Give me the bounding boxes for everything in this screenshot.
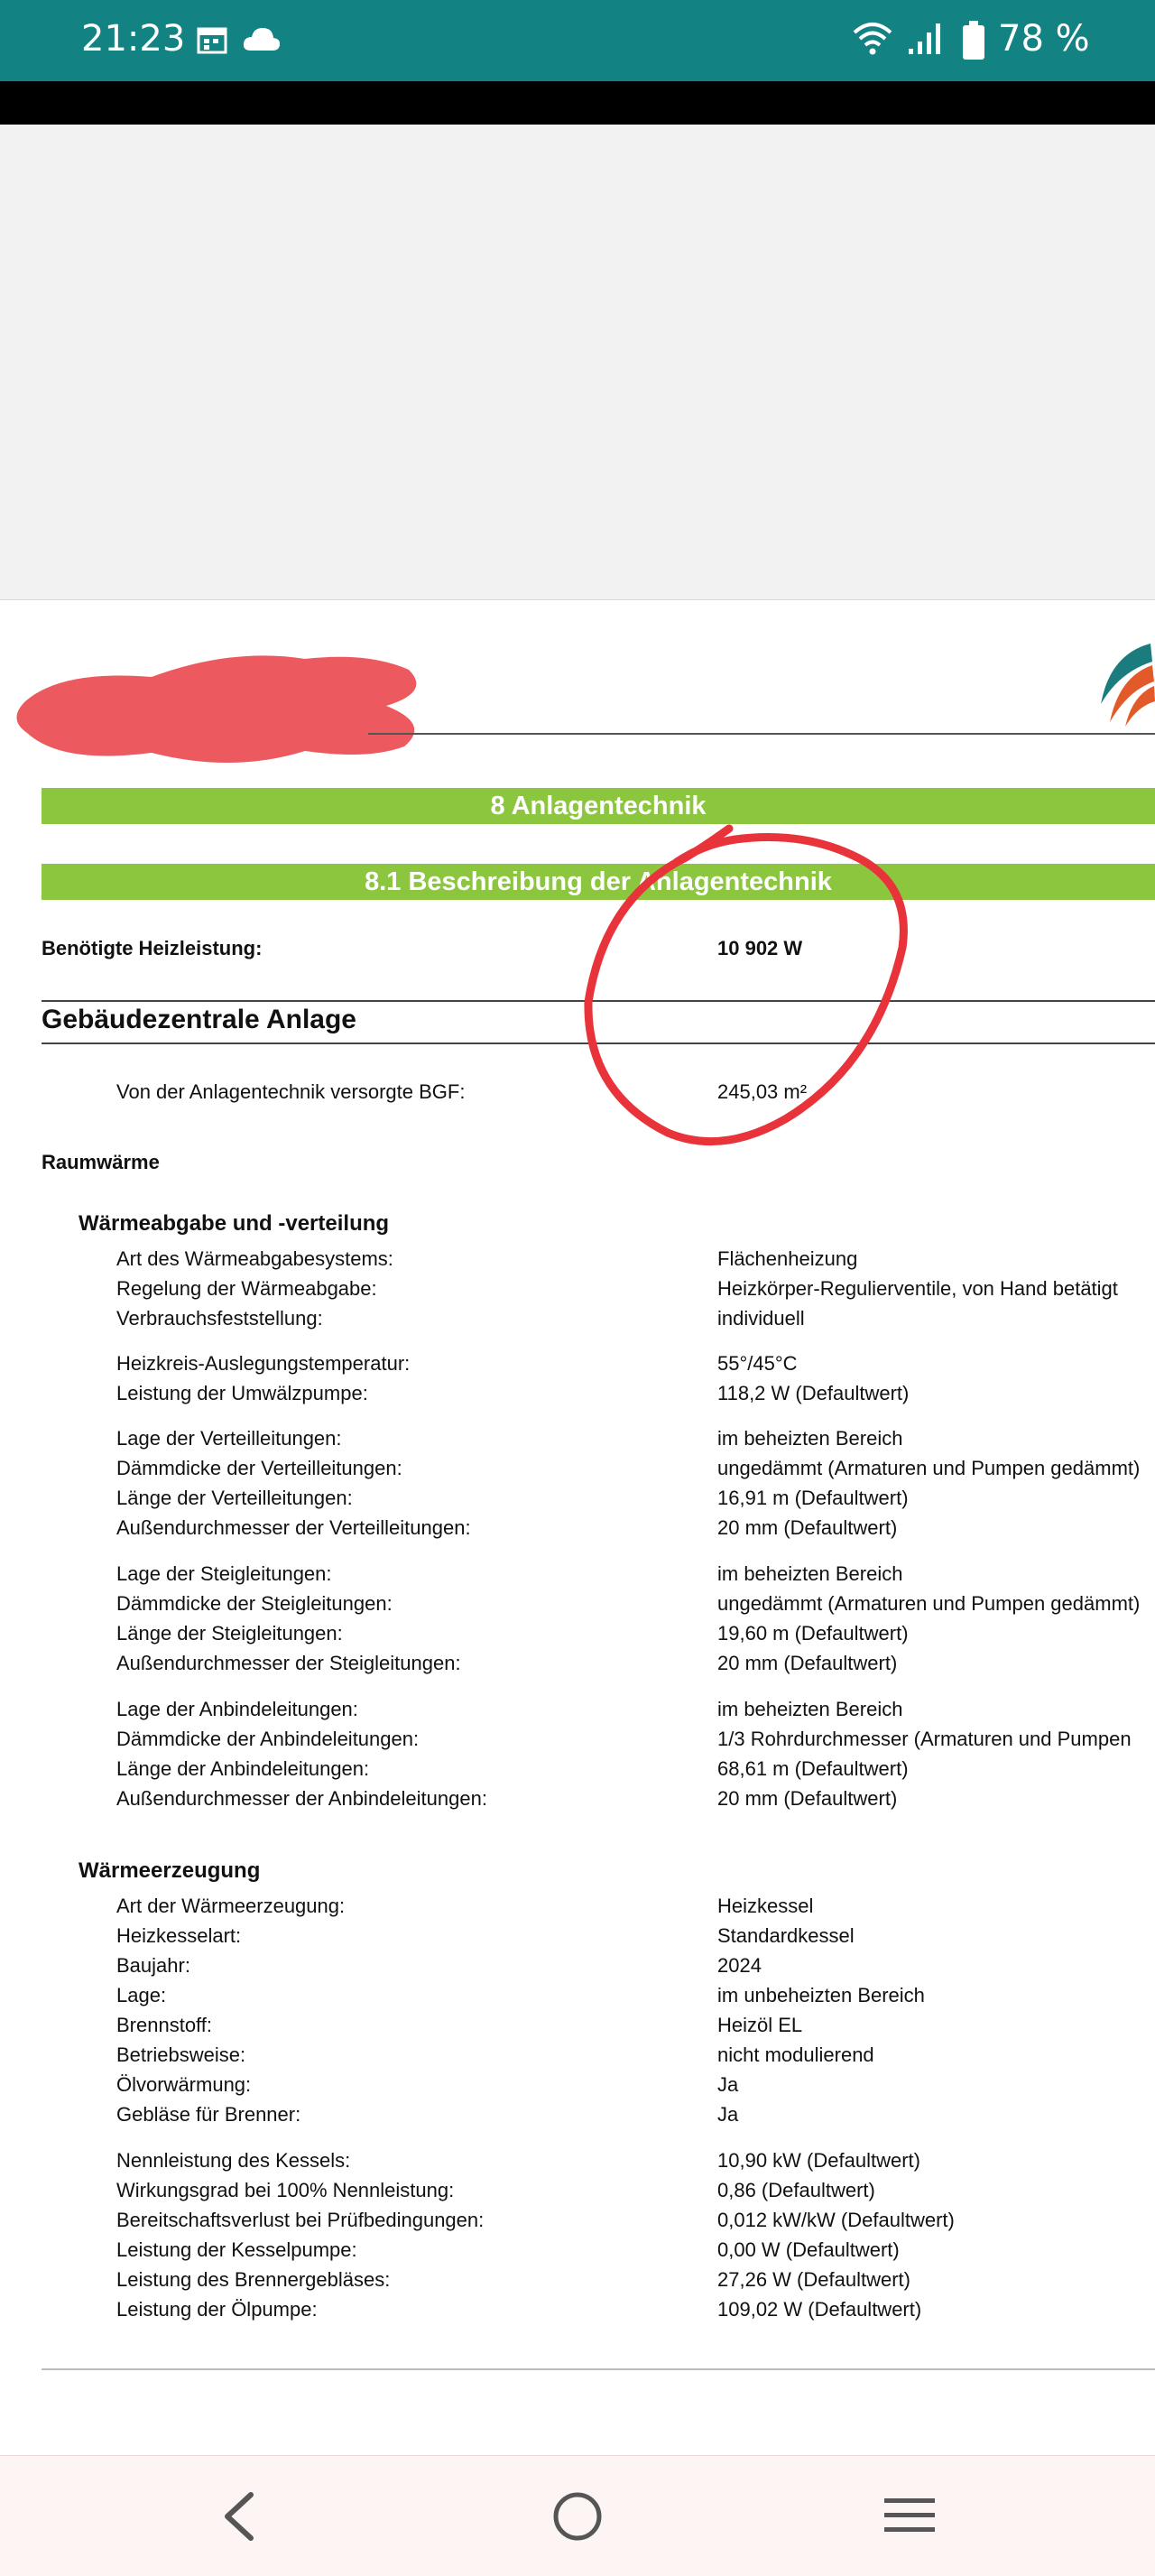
row-label: Außendurchmesser der Verteilleitungen: <box>116 1516 471 1539</box>
row-value: 109,02 W (Defaultwert) <box>717 2298 922 2321</box>
row-label: Lage der Verteilleitungen: <box>116 1427 342 1450</box>
redaction-scribble <box>7 643 431 778</box>
row-value: individuell <box>717 1307 805 1330</box>
row-label: Gebläse für Brenner: <box>116 2103 301 2126</box>
row-value: im beheizten Bereich <box>717 1698 903 1720</box>
cloud-icon <box>242 25 282 52</box>
row-label: Betriebsweise: <box>116 2043 246 2066</box>
row-label: Länge der Steigleitungen: <box>116 1622 343 1645</box>
row-value: 0,86 (Defaultwert) <box>717 2179 875 2201</box>
row-label: Dämmdicke der Anbindeleitungen: <box>116 1728 420 1750</box>
signal-icon <box>907 22 945 56</box>
row-value: 68,61 m (Defaultwert) <box>717 1757 909 1780</box>
anlage-title: Gebäudezentrale Anlage <box>42 1005 356 1034</box>
back-icon[interactable] <box>217 2489 262 2544</box>
row-label: Heizkreis-Auslegungstemperatur: <box>116 1352 411 1375</box>
row-label: Länge der Anbindeleitungen: <box>116 1757 370 1780</box>
row-label: Außendurchmesser der Anbindeleitungen: <box>116 1787 487 1810</box>
bgf-label: Von der Anlagentechnik versorgte BGF: <box>116 1080 466 1103</box>
row-label: Leistung der Kesselpumpe: <box>116 2238 357 2261</box>
battery-icon <box>961 20 986 61</box>
row-value: 1/3 Rohrdurchmesser (Armaturen und Pumpen <box>717 1728 1132 1750</box>
row-label: Brennstoff: <box>116 2014 212 2036</box>
row-label: Lage der Steigleitungen: <box>116 1562 332 1585</box>
row-label: Lage der Anbindeleitungen: <box>116 1698 358 1720</box>
footer-rule <box>42 2368 1155 2370</box>
battery-percent: 78 % <box>998 18 1090 60</box>
bgf-value: 245,03 m² <box>717 1080 808 1103</box>
row-value: 20 mm (Defaultwert) <box>717 1516 898 1539</box>
row-value: im beheizten Bereich <box>717 1562 903 1585</box>
row-label: Wirkungsgrad bei 100% Nennleistung: <box>116 2179 455 2201</box>
row-value: 55°/45°C <box>717 1352 798 1375</box>
row-value: 0,012 kW/kW (Defaultwert) <box>717 2209 955 2231</box>
status-bar <box>0 0 1155 81</box>
row-label: Art der Wärmeerzeugung: <box>116 1895 346 1917</box>
row-label: Leistung des Brennergebläses: <box>116 2268 391 2291</box>
status-time: 21:23 <box>81 18 186 60</box>
row-value: 16,91 m (Defaultwert) <box>717 1487 909 1509</box>
row-label: Dämmdicke der Verteilleitungen: <box>116 1457 402 1479</box>
row-label: Leistung der Ölpumpe: <box>116 2298 318 2321</box>
row-label: Lage: <box>116 1984 167 2006</box>
row-value: 20 mm (Defaultwert) <box>717 1787 898 1810</box>
company-logo <box>1096 636 1155 731</box>
row-label: Heizkesselart: <box>116 1924 242 1947</box>
row-value: 2024 <box>717 1954 762 1977</box>
home-icon[interactable] <box>550 2489 605 2544</box>
row-label: Länge der Verteilleitungen: <box>116 1487 353 1509</box>
row-value: Flächenheizung <box>717 1247 858 1270</box>
row-value: 118,2 W (Defaultwert) <box>717 1382 910 1404</box>
row-label: Regelung der Wärmeabgabe: <box>116 1277 377 1300</box>
waermeabgabe-title: Wärmeabgabe und -verteilung <box>79 1211 390 1236</box>
waermeerzeugung-title: Wärmeerzeugung <box>79 1858 261 1883</box>
row-label: Ölvorwärmung: <box>116 2073 252 2096</box>
row-value: Ja <box>717 2073 739 2096</box>
row-value: 27,26 W (Defaultwert) <box>717 2268 910 2291</box>
row-value: ungedämmt (Armaturen und Pumpen gedämmt) <box>717 1457 1141 1479</box>
row-value: im beheizten Bereich <box>717 1427 903 1450</box>
row-label: Bereitschaftsverlust bei Prüfbedingungen: <box>116 2209 485 2231</box>
row-value: ungedämmt (Armaturen und Pumpen gedämmt) <box>717 1592 1141 1615</box>
row-label: Verbrauchsfeststellung: <box>116 1307 323 1330</box>
heizleistung-label: Benötigte Heizleistung: <box>42 937 263 959</box>
subsection-heading-bar: 8.1 Beschreibung der Anlagentechnik <box>42 864 1155 900</box>
header-divider <box>368 733 1155 735</box>
black-strip <box>0 81 1155 125</box>
heizleistung-value: 10 902 W <box>717 937 803 959</box>
row-value: 0,00 W (Defaultwert) <box>717 2238 900 2261</box>
row-value: nicht modulierend <box>717 2043 874 2066</box>
row-value: 20 mm (Defaultwert) <box>717 1652 898 1674</box>
row-label: Dämmdicke der Steigleitungen: <box>116 1592 393 1615</box>
row-label: Außendurchmesser der Steigleitungen: <box>116 1652 461 1674</box>
recent-apps-icon[interactable] <box>882 2493 937 2538</box>
calendar-icon <box>197 25 227 54</box>
red-annotation-circle <box>578 812 938 1173</box>
row-value: Heizöl EL <box>717 2014 803 2036</box>
section-heading-bar: 8 Anlagentechnik <box>42 788 1155 824</box>
row-label: Baujahr: <box>116 1954 190 1977</box>
row-label: Art des Wärmeabgabesystems: <box>116 1247 393 1270</box>
viewer-background <box>0 125 1155 600</box>
row-value: 19,60 m (Defaultwert) <box>717 1622 909 1645</box>
row-value: im unbeheizten Bereich <box>717 1984 925 2006</box>
row-value: Heizkörper-Regulierventile, von Hand betätigt <box>717 1277 1118 1300</box>
raumwaerme-title: Raumwärme <box>42 1151 160 1173</box>
wifi-icon <box>853 20 892 56</box>
row-value: Standardkessel <box>717 1924 855 1947</box>
row-label: Leistung der Umwälzpumpe: <box>116 1382 368 1404</box>
row-value: Ja <box>717 2103 739 2126</box>
row-value: Heizkessel <box>717 1895 814 1917</box>
row-label: Nennleistung des Kessels: <box>116 2149 351 2172</box>
row-value: 10,90 kW (Defaultwert) <box>717 2149 920 2172</box>
